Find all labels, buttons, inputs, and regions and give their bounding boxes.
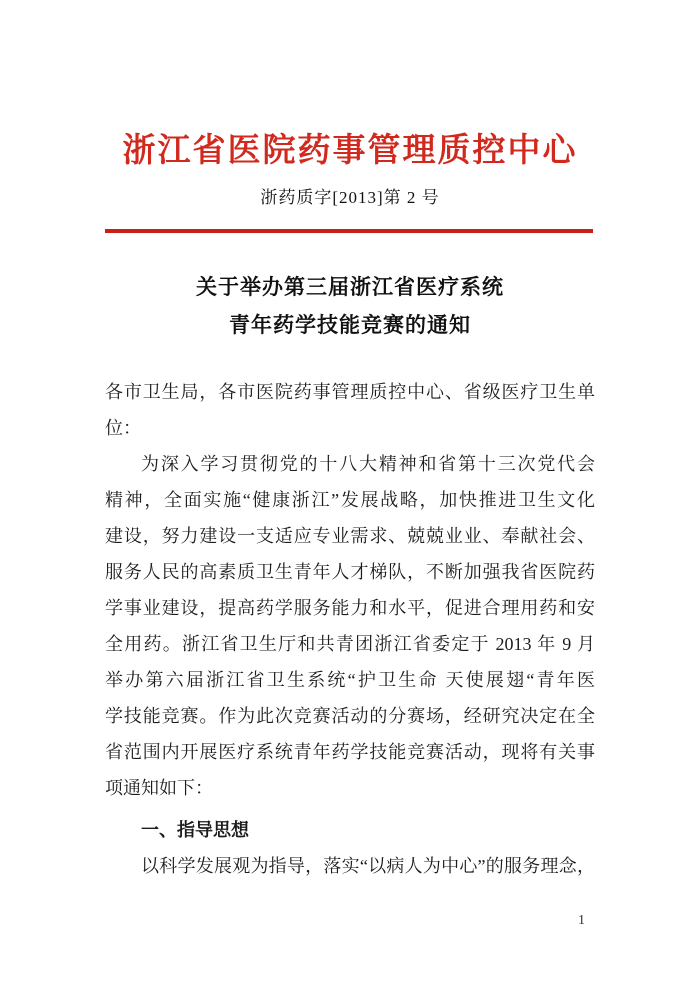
section-heading: 一、指导思想: [141, 820, 249, 840]
page-number: 1: [578, 913, 585, 928]
body-line: 学事业建设，提高药学服务能力和水平，促进合理用药和安: [105, 598, 595, 618]
letterhead-title: 浙江省医院药事管理质控中心: [122, 133, 578, 169]
body-line: 各市卫生局，各市医院药事管理质控中心、省级医疗卫生单: [105, 382, 595, 402]
body-line: 学技能竞赛。作为此次竞赛活动的分赛场，经研究决定在全: [105, 706, 595, 726]
body-line: 服务人民的高素质卫生青年人才梯队，不断加强我省医院药: [105, 562, 595, 582]
body-line: 以科学发展观为指导，落实“以病人为中心”的服务理念，: [141, 856, 595, 876]
body-line: 位：: [105, 418, 141, 438]
body-line: 省范围内开展医疗系统青年药学技能竞赛活动，现将有关事: [105, 742, 595, 762]
body-line: 建设，努力建设一支适应专业需求、兢兢业业、奉献社会、: [105, 526, 595, 546]
body-line: 全用药。浙江省卫生厅和共青团浙江省委定于 2013 年 9 月: [105, 634, 595, 654]
document-title-line2: 青年药学技能竞赛的通知: [229, 313, 471, 337]
body-line: 为深入学习贯彻党的十八大精神和省第十三次党代会: [141, 454, 595, 474]
body-line: 项通知如下：: [105, 778, 213, 798]
letterhead-divider-rule: [105, 229, 593, 233]
doc-number: 浙药质字[2013]第 2 号: [260, 188, 440, 207]
document-body: [105, 374, 595, 884]
document-title: [0, 268, 700, 344]
body-line: 精神，全面实施“健康浙江”发展战略，加快推进卫生文化: [105, 490, 595, 510]
body-line: 举办第六届浙江省卫生系统“护卫生命 天使展翅“青年医: [105, 670, 595, 690]
document-title-line1: 关于举办第三届浙江省医疗系统: [196, 275, 504, 299]
